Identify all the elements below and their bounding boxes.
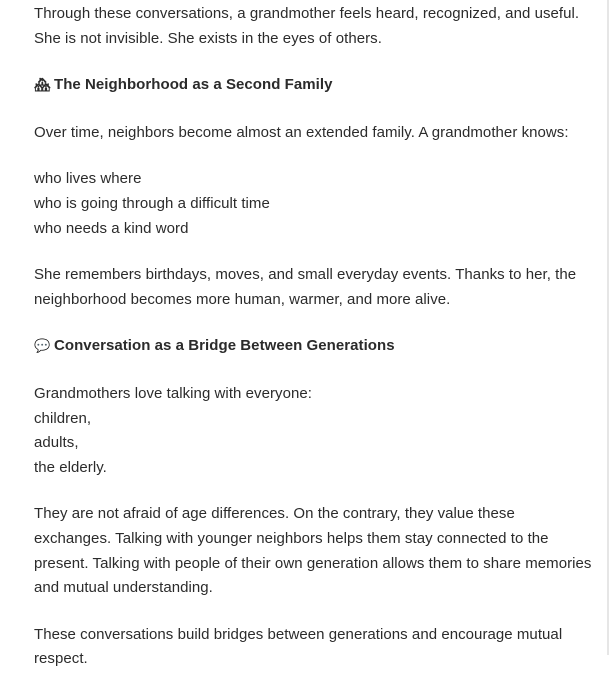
talking-list xyxy=(34,382,594,480)
section-heading-conversation xyxy=(34,334,594,360)
list-item: children, xyxy=(34,409,92,427)
section-heading-conversation-text: Conversation as a Bridge Between Generations xyxy=(54,337,395,355)
list-item: adults, xyxy=(34,434,79,452)
list-item: who is going through a difficult time xyxy=(34,194,270,212)
list-item: the elderly. xyxy=(34,458,107,476)
article-body xyxy=(34,2,594,694)
section-heading-neighborhood xyxy=(34,73,594,99)
knows-list xyxy=(34,167,594,241)
paragraph-heard: Through these conversations, a grandmother feels heard, recognized, and useful. She is not invisible. She exists in the eyes of others. xyxy=(34,5,580,47)
paragraph-remembers: She remembers birthdays, moves, and small everyday events. Thanks to her, the neighborhood becomes more human, warmer, and more alive. xyxy=(34,266,577,308)
list-item: who needs a kind word xyxy=(34,219,189,237)
paragraph-age-differences: They are not afraid of age differences. On the contrary, they value these exchanges. Talking with younger neighbors helps them stay connected to the present. Talking with people of their own generation allows them to share memories and mutual understanding. xyxy=(34,505,592,597)
list-item: who lives where xyxy=(34,170,142,188)
house-icon: 🏘 xyxy=(34,78,51,94)
list-item: Grandmothers love talking with everyone: xyxy=(34,384,312,402)
section-heading-neighborhood-text: The Neighborhood as a Second Family xyxy=(54,76,333,94)
paragraph-extended-family: Over time, neighbors become almost an extended family. A grandmother knows: xyxy=(34,123,569,141)
speech-bubble-icon: 💬 xyxy=(34,339,51,355)
paragraph-bridges: These conversations build bridges between generations and encourage mutual respect. xyxy=(34,625,563,668)
